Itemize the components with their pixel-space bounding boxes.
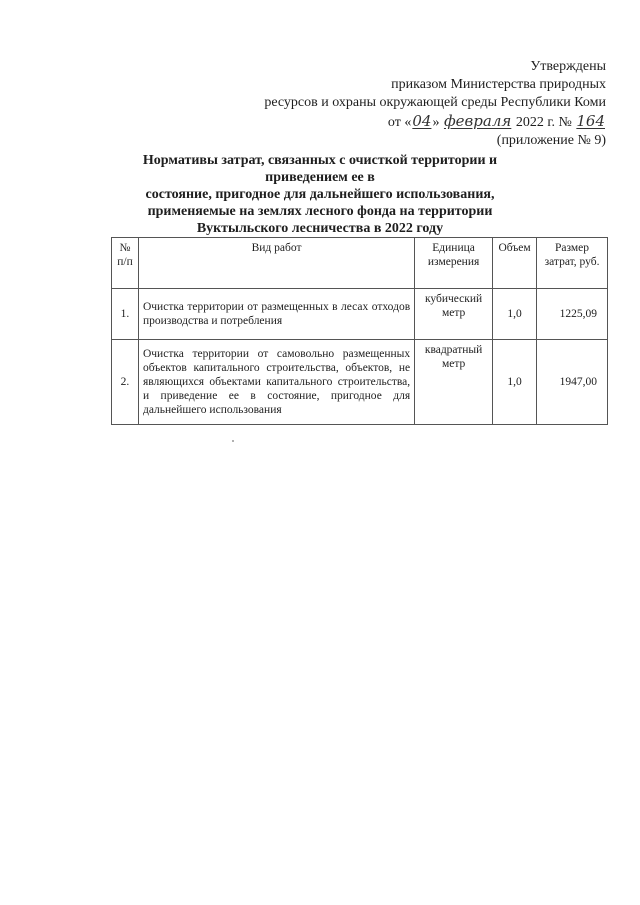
row-unit: кубический метр [415, 289, 493, 340]
row-work: Очистка территории от самовольно размещенных объектов капитального строительства, объектов, не являющихся объектами капитального строительства, и приведение ее в состояние, пригодное для дальнейшего использования [138, 340, 414, 425]
handwritten-month: февраля [443, 112, 512, 130]
date-prefix: от « [387, 115, 412, 130]
table-row [112, 340, 608, 425]
cost-norms-table [111, 237, 608, 425]
approval-line-ministry: ресурсов и охраны окружающей среды Республики Коми [264, 95, 606, 110]
row-work: Очистка территории от размещенных в лесах отходов производства и потребления [138, 289, 414, 340]
header-num: № п/п [112, 238, 139, 289]
title-line-1: Нормативы затрат, связанных с очисткой территории и приведением ее в [142, 153, 498, 185]
appendix-label: (приложение № 9) [496, 133, 606, 148]
approval-line-date [264, 112, 606, 132]
handwritten-order-number: 164 [576, 112, 605, 130]
approval-line-approved: Утверждены [530, 59, 606, 74]
date-quote-close: » [432, 115, 440, 130]
header-volume: Объем [493, 238, 537, 289]
scan-speck [232, 440, 234, 442]
approval-block [264, 58, 606, 150]
header-unit: Единица измерения [415, 238, 493, 289]
title-line-3: применяемые на землях лесного фонда на территории [147, 204, 493, 219]
header-cost: Размер затрат, руб. [537, 238, 608, 289]
row-num: 1. [112, 289, 139, 340]
row-cost: 1225,09 [537, 289, 608, 340]
table-row [112, 289, 608, 340]
header-work: Вид работ [138, 238, 414, 289]
title-line-2: состояние, пригодное для дальнейшего использования, [145, 187, 495, 202]
row-volume: 1,0 [493, 340, 537, 425]
table-header-row [112, 238, 608, 289]
row-num: 2. [112, 340, 139, 425]
row-volume: 1,0 [493, 289, 537, 340]
approval-line-order: приказом Министерства природных [391, 77, 606, 92]
handwritten-day: 04 [412, 112, 432, 130]
document-title [100, 152, 540, 237]
row-unit: квадратный метр [415, 340, 493, 425]
title-line-4: Вуктыльского лесничества в 2022 году [196, 221, 444, 236]
date-year-number-label: 2022 г. № [515, 115, 572, 130]
row-cost: 1947,00 [537, 340, 608, 425]
